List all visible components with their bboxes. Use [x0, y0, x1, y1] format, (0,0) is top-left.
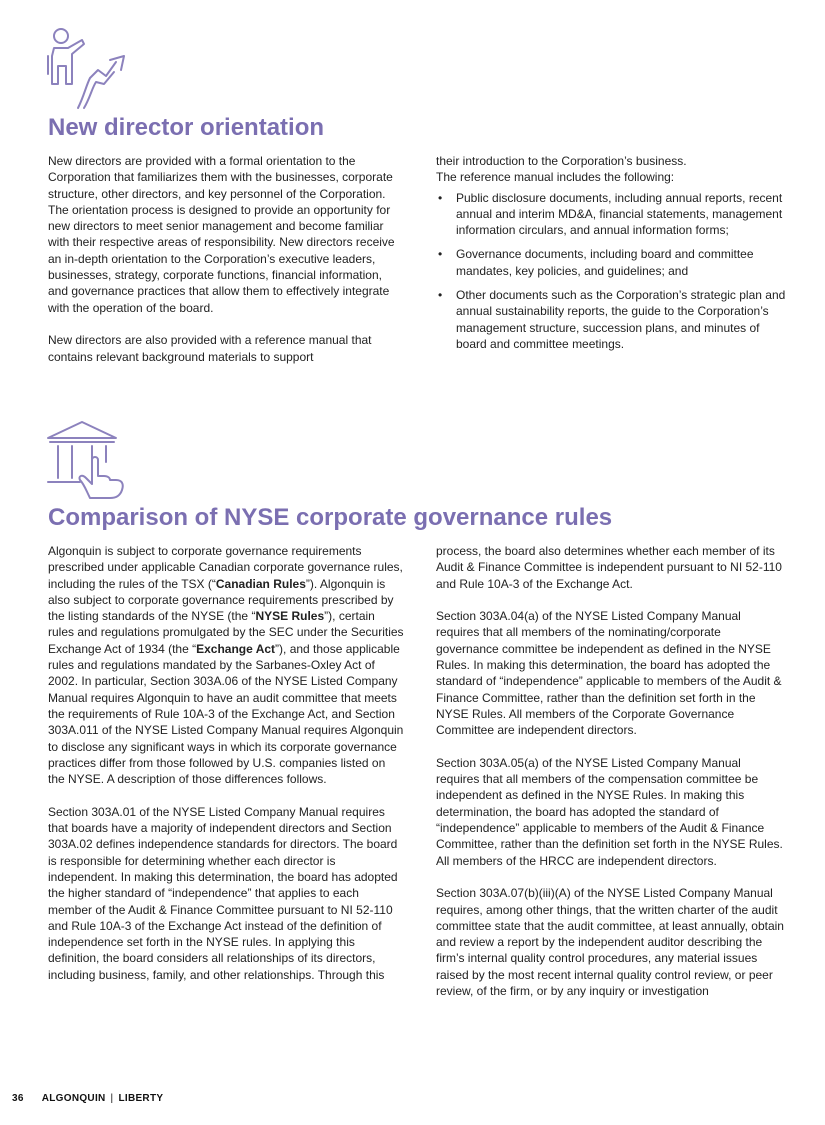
brand-algonquin: ALGONQUIN	[41, 1093, 106, 1104]
defined-term: Exchange Act	[196, 641, 276, 656]
orientation-text-line: The reference manual includes the following:	[436, 170, 675, 185]
building-hand-icon	[44, 418, 130, 502]
nyse-paragraph: Section 303A.04(a) of the NYSE Listed Company Manual requires that all members of the nominating/corporate governance committee be independent as defined in the NYSE Rules. In making this determination, the board has adopted the standard of “independence” applicable to members of the Audit & Finance Committee, rather than the definition set forth in the NYSE Rules. All members of the Corporate Governance Committee are independent directors.	[436, 609, 782, 738]
reference-manual-list	[436, 190, 792, 353]
section-title-orientation: New director orientation	[48, 114, 325, 141]
brand-liberty: LIBERTY	[118, 1093, 164, 1104]
section-title-nyse: Comparison of NYSE corporate governance rules	[48, 504, 613, 531]
nyse-paragraph	[48, 543, 404, 787]
page-number: 36	[12, 1093, 24, 1104]
list-item: • Other documents such as the Corporation’s strategic plan and annual sustainability reports, the guide to the Corporation’s management structure, succession plans, and minutes of board and committee meetings.	[436, 287, 792, 352]
text-run: ”). Algonquin is also subject to corporate governance requirements prescribed by the listing standards of the NYSE (the “	[48, 576, 394, 624]
nyse-paragraph: Section 303A.01 of the NYSE Listed Company Manual requires that boards have a majority of independent directors and Section 303A.02 defines independence standards for directors. The board is responsible for determining whether each director is independent. In making this determination, the board has adopted the higher standard of “independence” that applies to each member of the Audit & Finance Committee pursuant to NI 52-110 and Rule 10A-3 of the Exchange Act instead of the definition of independence set forth in the NYSE rules. In applying this definition, the board considers all relationships of its directors, including business, family, and other relationships. Through this	[48, 804, 398, 982]
text-run: ”), and those applicable rules and regulations mandated by the Sarbanes-Oxley Act of 2002. In particular, Section 303A.06 of the NYSE Listed Company Manual requires Algonquin to have an audit committee that meets the requirements of Rule 10A-3 of the Exchange Act, and Section 303A.011 of the NYSE Listed Company Manual requires Algonquin to disclose any significant ways in which its corporate governance practices differ from those followed by U.S. companies listed on the NYSE. A description of those differences follows.	[48, 641, 404, 787]
nyse-paragraph: Section 303A.07(b)(iii)(A) of the NYSE Listed Company Manual requires, among other things, that the written charter of the audit committee state that the audit committee, at least annually, obtain and review a report by the independent auditor describing the firm’s internal quality control procedures, any material issues raised by the most recent internal quality control review, or peer review, of the firm, or by any inquiry or investigation	[436, 886, 784, 999]
orientation-paragraph: New directors are provided with a formal orientation to the Corporation that familiarizes them with the businesses, corporate structure, other directors, and key personnel of the Corporation. The orientation process is designed to provide an opportunity for new directors to meet senior management and become familiar with their respective areas of responsibility. New directors receive an in-depth orientation to the Corporation’s executive leaders, businesses, strategy, corporate functions, financial information, and governance practices that allow them to effectively integrate with the operation of the board.	[48, 154, 395, 315]
nyse-column-left	[48, 543, 404, 983]
text-run: ”), certain rules and regulations promulgated by the SEC under the Securities Exchange Act of 1934 (the “	[48, 609, 404, 656]
page-footer	[12, 1093, 163, 1104]
list-item: • Public disclosure documents, including annual reports, recent annual and interim MD&A, financial statements, management information circulars, and annual information forms;	[436, 190, 792, 239]
orientation-column-right	[436, 153, 792, 360]
person-arrow-icon	[44, 26, 130, 114]
orientation-paragraph: New directors are also provided with a reference manual that contains relevant background materials to support	[48, 333, 372, 364]
text-run: Algonquin is subject to corporate governance requirements prescribed under applicable Canadian corporate governance rules, including the rules of the TSX (“	[48, 544, 403, 591]
nyse-paragraph: Section 303A.05(a) of the NYSE Listed Company Manual requires that all members of the compensation committee be independent as defined in the NYSE Rules. In making this determination, the board has adopted the standard of “independence” applicable to members of the Audit & Finance Committee, rather than the definition set forth in the NYSE Rules. All members of the HRCC are independent directors.	[436, 755, 783, 868]
brand-separator: |	[110, 1093, 114, 1104]
nyse-paragraph: process, the board also determines whether each member of its Audit & Finance Committee is independent pursuant to NI 52-110 and Rule 10A-3 of the Exchange Act.	[436, 544, 782, 591]
orientation-text-line: their introduction to the Corporation’s business.	[436, 154, 687, 168]
defined-term: NYSE Rules	[255, 609, 325, 624]
nyse-column-right	[436, 543, 786, 999]
list-item: • Governance documents, including board and committee mandates, key policies, and guidelines; and	[436, 246, 792, 279]
orientation-column-left	[48, 153, 398, 365]
defined-term: Canadian Rules	[215, 576, 306, 591]
